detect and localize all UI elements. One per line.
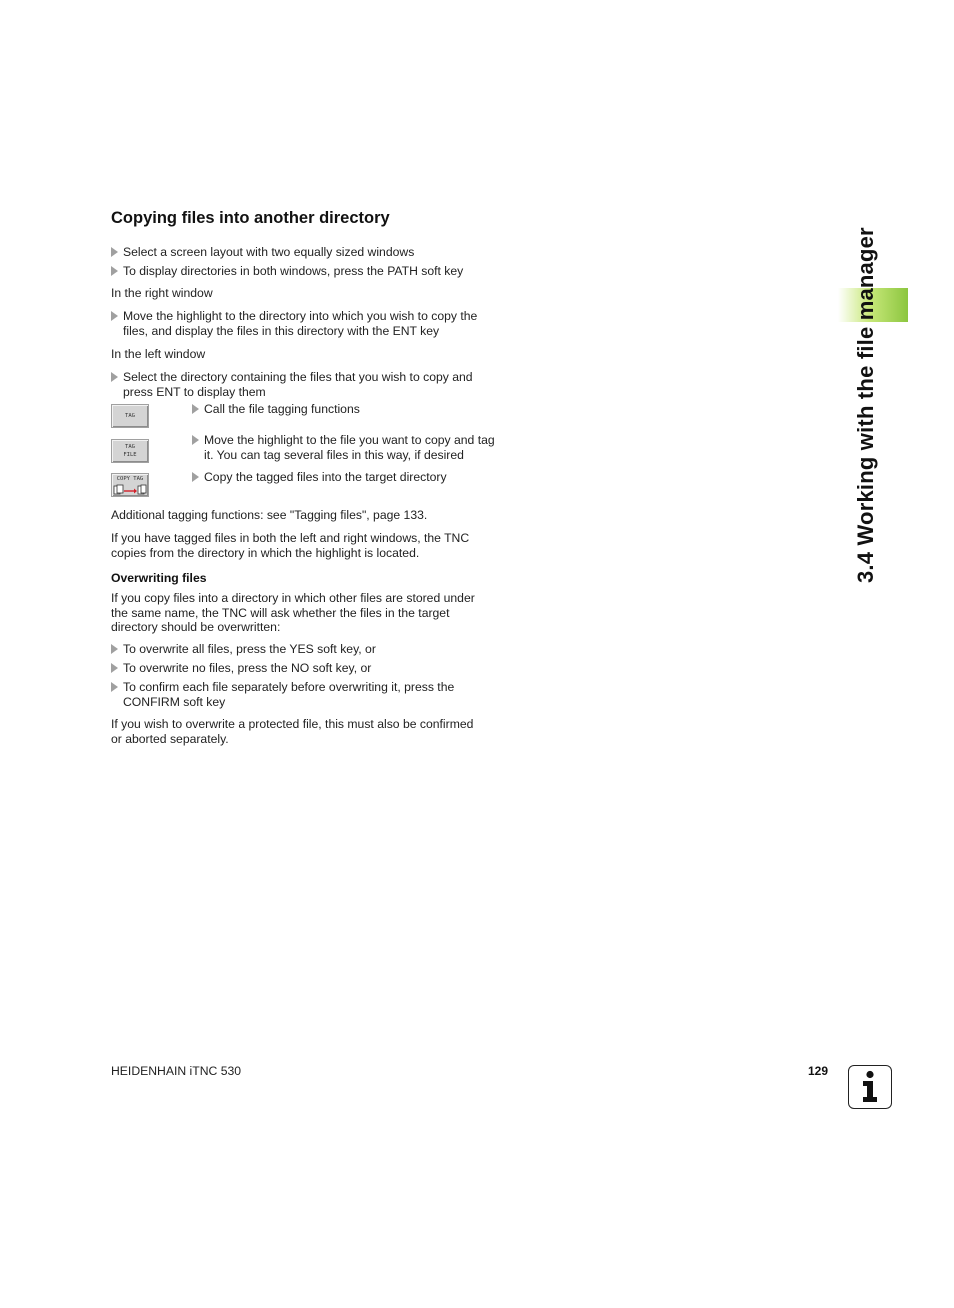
paragraph-line: If you have tagged files in both the left and right windows, the TNC	[111, 531, 470, 545]
list-item-text: CONFIRM soft key	[123, 694, 226, 709]
softkey-description	[192, 470, 447, 485]
softkey-label: FILE	[123, 452, 137, 458]
list-item	[111, 680, 454, 709]
section-heading: Copying files into another directory	[111, 209, 390, 227]
right-window-label: In the right window	[111, 286, 213, 300]
chapter-title: 3.4 Working with the file manager	[853, 227, 878, 583]
softkey-label: TAG	[125, 413, 135, 419]
softkey-description-text: it. You can tag several files in this way, if desired	[204, 447, 464, 462]
softkey-description-text: Call the file tagging functions	[204, 402, 360, 416]
left-window-label: In the left window	[111, 347, 206, 361]
list-item	[111, 642, 376, 657]
list-item	[111, 245, 414, 260]
overwriting-subheading: Overwriting files	[111, 571, 207, 585]
list-item-text: To display directories in both windows, press the PATH soft key	[123, 264, 464, 278]
bullet-triangle-icon	[192, 404, 199, 414]
paragraph-line: the same name, the TNC will ask whether the files in the target	[111, 605, 450, 620]
list-item	[111, 309, 477, 338]
bullet-triangle-icon	[192, 435, 199, 445]
footer-product: HEIDENHAIN iTNC 530	[111, 1064, 242, 1078]
list-item-text: Select a screen layout with two equally sized windows	[123, 245, 415, 259]
list-item	[111, 661, 371, 676]
softkey-label: COPY TAG	[116, 476, 144, 482]
protected-file-note	[111, 717, 473, 746]
list-item-text: files, and display the files in this directory with the ENT key	[123, 323, 440, 338]
softkey-description-text: Move the highlight to the file you want to copy and tag	[204, 433, 495, 447]
bullet-triangle-icon	[111, 682, 118, 692]
bullet-triangle-icon	[111, 247, 118, 257]
paragraph-line: If you copy files into a directory in which other files are stored under	[111, 591, 475, 605]
list-item-text: press ENT to display them	[123, 384, 266, 399]
list-item	[111, 264, 463, 279]
paragraph-line: directory should be overwritten:	[111, 620, 281, 635]
copy-tag-softkey[interactable]	[111, 473, 149, 497]
bullet-triangle-icon	[111, 663, 118, 673]
paragraph-line: copies from the directory in which the highlight is located.	[111, 545, 420, 560]
softkey-description	[192, 433, 495, 462]
bullet-triangle-icon	[111, 372, 118, 382]
bullet-triangle-icon	[111, 311, 118, 321]
tag-file-softkey[interactable]	[111, 439, 149, 463]
info-i-glyph	[849, 1066, 890, 1107]
paragraph-line: or aborted separately.	[111, 731, 229, 746]
paragraph-line: If you wish to overwrite a protected file, this must also be confirmed	[111, 717, 474, 731]
bullet-triangle-icon	[111, 266, 118, 276]
softkey-description	[192, 402, 360, 417]
list-item-text: To confirm each file separately before overwriting it, press the	[123, 680, 455, 694]
softkey-label: TAG	[125, 444, 135, 450]
copy-files-icon	[113, 484, 147, 496]
info-icon	[848, 1065, 892, 1109]
bullet-triangle-icon	[111, 644, 118, 654]
bullet-triangle-icon	[192, 472, 199, 482]
list-item-text: To overwrite no files, press the NO soft key, or	[123, 661, 372, 675]
list-item-text: Select the directory containing the files that you wish to copy and	[123, 370, 473, 384]
overwriting-intro	[111, 591, 475, 635]
list-item-text: To overwrite all files, press the YES soft key, or	[123, 642, 376, 656]
additional-tagging-note: Additional tagging functions: see "Tagging files", page 133.	[111, 508, 428, 522]
list-item	[111, 370, 473, 399]
both-windows-note	[111, 531, 469, 560]
list-item-text: Move the highlight to the directory into which you wish to copy the	[123, 309, 478, 323]
tag-softkey[interactable]	[111, 404, 149, 428]
softkey-description-text: Copy the tagged files into the target directory	[204, 470, 447, 484]
page-number: 129	[808, 1064, 829, 1078]
